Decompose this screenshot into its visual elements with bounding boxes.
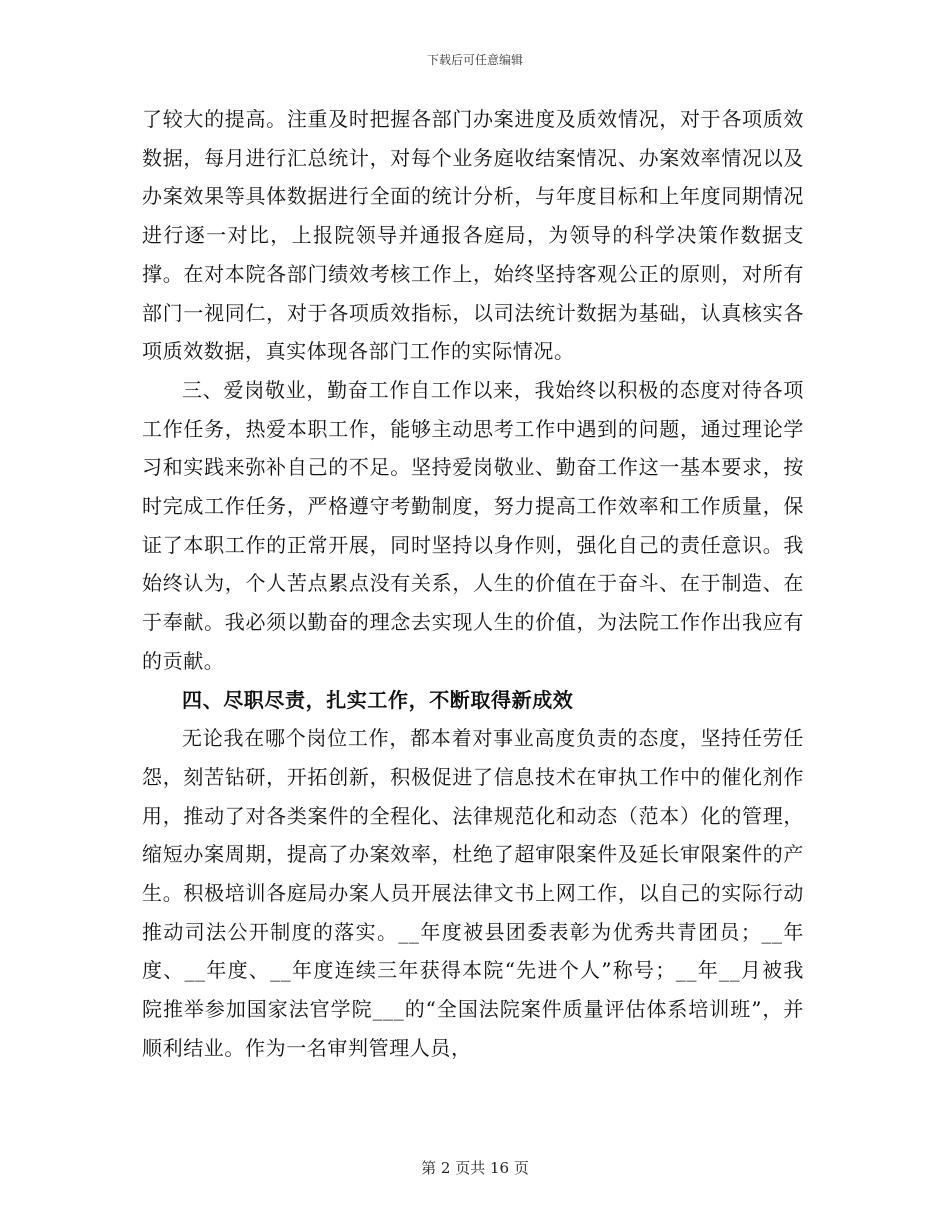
- paragraph-dedication: 三、爱岗敬业，勤奋工作自工作以来，我始终以积极的态度对待各项工作任务，热爱本职工作，能够主动思考工作中遇到的问题，通过理论学习和实践来弥补自己的不足。坚持爱岗敬业、勤奋工作这一基本要求，按时完成工作任务，严格遵守考勤制度，努力提高工作效率和工作质量，保证了本职工作的正常开展，同时坚持以身作则，强化自己的责任意识。我始终认为，个人苦点累点没有关系，人生的价值在于奋斗、在于制造、在于奉献。我必须以勤奋的理念去实现人生的价值，为法院工作作出我应有的贡献。: [142, 377, 804, 673]
- paragraph-statistics-analysis: 了较大的提高。注重及时把握各部门办案进度及质效情况，对于各项质效数据，每月进行汇总统计，对每个业务庭收结案情况、办案效率情况以及办案效果等具体数据进行全面的统计分析，与年度目标和上年度同期情况进行逐一对比，上报院领导并通报各庭局，为领导的科学决策作数据支撑。在对本院各部门绩效考核工作上，始终坚持客观公正的原则，对所有部门一视同仁，对于各项质效指标，以司法统计数据为基础，认真核实各项质效数据，真实体现各部门工作的实际情况。: [142, 107, 804, 364]
- page-footer-number: 第 2 页共 16 页: [421, 1159, 529, 1177]
- document-body: [142, 100, 804, 1068]
- page-header-note: 下载后可任意编辑: [426, 53, 523, 67]
- paragraph-achievements: 无论我在哪个岗位工作，都本着对事业高度负责的态度，坚持任劳任怨，刻苦钻研，开拓创新，积极促进了信息技术在审执工作中的催化剂作用，推动了对各类案件的全程化、法律规范化和动态（范本）化的管理，缩短办案周期，提高了办案效率，杜绝了超审限案件及延长审限案件的产生。积极培训各庭局办案人员开展法律文书上网工作，以自己的实际行动推动司法公开制度的落实。__年度被县团委表彰为优秀共青团员；__年度、__年度、__年度连续三年获得本院“先进个人”称号；__年__月被我院推举参加国家法官学院___的“全国法院案件质量评估体系培训班”，并顺利结业。作为一名审判管理人员，: [142, 726, 804, 1060]
- section-heading-four: 四、尽职尽责，扎实工作，不断取得新成效: [182, 687, 574, 712]
